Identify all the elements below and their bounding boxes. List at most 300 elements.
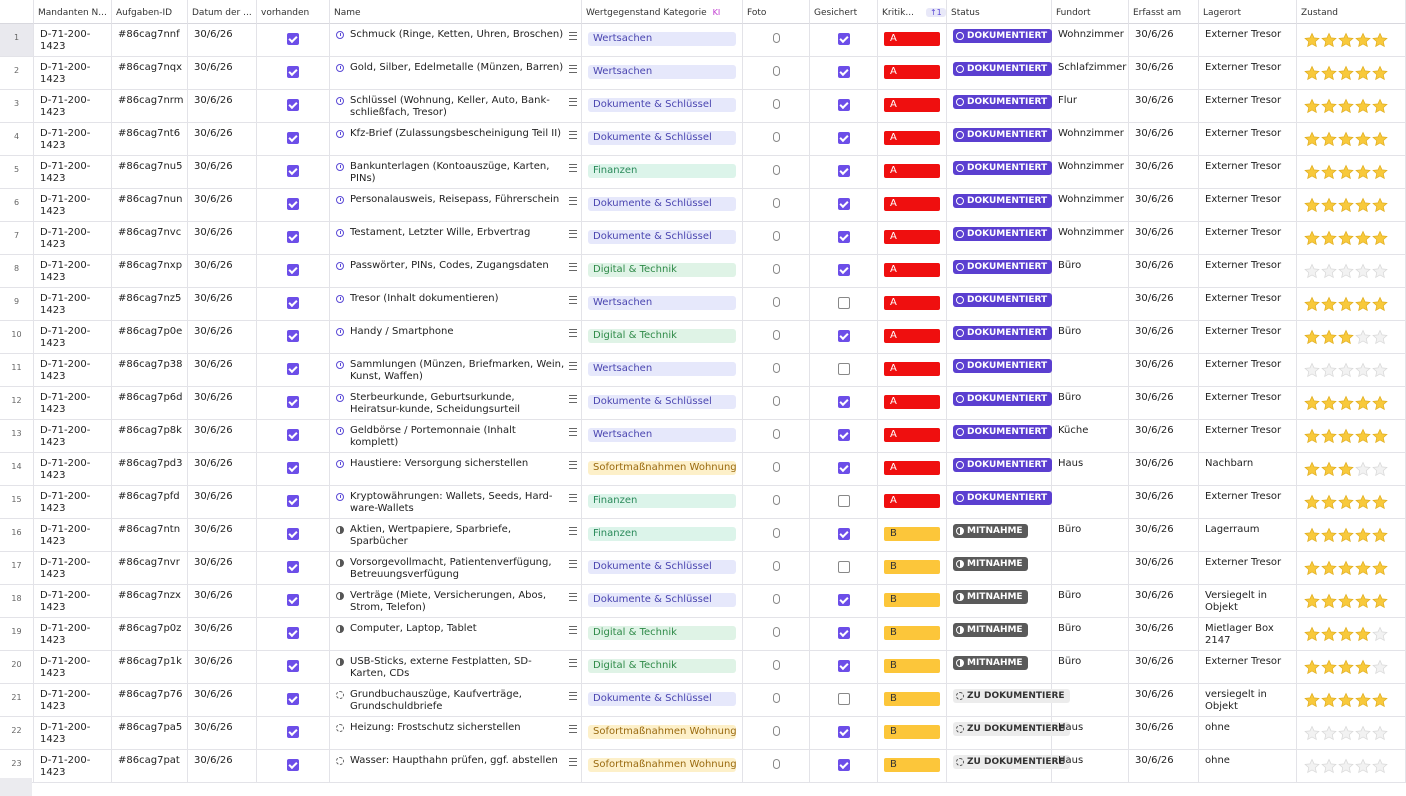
cell-kategorie[interactable] (582, 354, 743, 387)
cell-lagerort[interactable] (1199, 651, 1297, 684)
cell-erfasst[interactable] (1129, 387, 1199, 420)
cell-erfasst[interactable] (1129, 57, 1199, 90)
description-icon[interactable] (569, 461, 577, 469)
cell-mandant[interactable] (34, 354, 112, 387)
status-badge[interactable] (953, 359, 1052, 373)
vorhanden-checkbox[interactable] (287, 363, 299, 375)
criticality-tag[interactable]: B (884, 758, 940, 772)
cell-foto[interactable] (743, 585, 810, 618)
cell-foto[interactable] (743, 486, 810, 519)
cell-fundort[interactable] (1052, 585, 1129, 618)
cell-zustand[interactable] (1297, 684, 1406, 717)
attachment-icon[interactable] (773, 693, 780, 703)
cell-id[interactable] (112, 585, 188, 618)
criticality-tag[interactable]: A (884, 461, 940, 475)
gesichert-checkbox[interactable] (838, 594, 850, 606)
status-badge[interactable] (953, 425, 1052, 439)
star-filled-icon[interactable] (1303, 593, 1321, 610)
star-empty-icon[interactable] (1303, 263, 1321, 280)
star-filled-icon[interactable] (1320, 527, 1338, 544)
star-filled-icon[interactable] (1354, 626, 1372, 643)
rating-stars[interactable] (1303, 32, 1388, 49)
cell-id[interactable] (112, 618, 188, 651)
cell-krit[interactable] (878, 486, 947, 519)
cell-status[interactable] (947, 486, 1052, 519)
star-filled-icon[interactable] (1371, 230, 1389, 247)
cell-gesichert[interactable] (810, 453, 878, 486)
task-name[interactable]: USB-Sticks, externe Festplatten, SD-Karten, CDs (350, 656, 532, 679)
star-empty-icon[interactable] (1354, 362, 1372, 379)
cell-krit[interactable] (878, 24, 947, 57)
cell-krit[interactable] (878, 453, 947, 486)
criticality-tag[interactable]: A (884, 164, 940, 178)
criticality-tag[interactable]: A (884, 230, 940, 244)
task-name[interactable]: Heizung: Frostschutz sicherstellen (350, 722, 521, 733)
cell-foto[interactable] (743, 651, 810, 684)
star-filled-icon[interactable] (1354, 131, 1372, 148)
star-empty-icon[interactable] (1371, 626, 1389, 643)
task-name[interactable]: Passwörter, PINs, Codes, Zugangsdaten (350, 260, 549, 271)
cell-fundort[interactable] (1052, 90, 1129, 123)
vorhanden-checkbox[interactable] (287, 99, 299, 111)
attachment-icon[interactable] (773, 726, 780, 736)
table-row[interactable] (0, 255, 1406, 288)
category-tag[interactable]: Dokumente & Schlüssel (588, 692, 736, 706)
header-fundort[interactable]: Fundort (1052, 0, 1129, 24)
vorhanden-checkbox[interactable] (287, 231, 299, 243)
cell-lagerort[interactable] (1199, 222, 1297, 255)
cell-zustand[interactable] (1297, 453, 1406, 486)
cell-kategorie[interactable] (582, 519, 743, 552)
cell-gesichert[interactable] (810, 651, 878, 684)
star-empty-icon[interactable] (1337, 758, 1355, 775)
star-empty-icon[interactable] (1320, 362, 1338, 379)
cell-gesichert[interactable] (810, 420, 878, 453)
attachment-icon[interactable] (773, 33, 780, 43)
cell-zustand[interactable] (1297, 222, 1406, 255)
cell-vorhanden[interactable] (257, 288, 330, 321)
table-row[interactable] (0, 651, 1406, 684)
description-icon[interactable] (569, 560, 577, 568)
task-name[interactable]: Aktien, Wertpapiere, Sparbriefe, Sparbücher (350, 524, 511, 547)
cell-datum[interactable] (188, 453, 257, 486)
cell-krit[interactable] (878, 387, 947, 420)
star-filled-icon[interactable] (1337, 329, 1355, 346)
cell-id[interactable] (112, 453, 188, 486)
table-row[interactable] (0, 387, 1406, 420)
header-status[interactable]: Status (947, 0, 1052, 24)
gesichert-checkbox[interactable] (838, 396, 850, 408)
cell-datum[interactable] (188, 57, 257, 90)
task-name[interactable]: Testament, Letzter Wille, Erbvertrag (350, 227, 531, 238)
cell-datum[interactable] (188, 651, 257, 684)
gesichert-checkbox[interactable] (838, 462, 850, 474)
star-filled-icon[interactable] (1303, 626, 1321, 643)
cell-zustand[interactable] (1297, 552, 1406, 585)
star-empty-icon[interactable] (1371, 362, 1389, 379)
header-zustand[interactable]: Zustand (1297, 0, 1406, 24)
description-icon[interactable] (569, 659, 577, 667)
description-icon[interactable] (569, 758, 577, 766)
table-row[interactable] (0, 585, 1406, 618)
cell-fundort[interactable] (1052, 486, 1129, 519)
status-badge[interactable] (953, 161, 1052, 175)
cell-gesichert[interactable] (810, 717, 878, 750)
task-name[interactable]: Bankunterlagen (Kontoauszüge, Karten, PINs) (350, 161, 550, 184)
rating-stars[interactable] (1303, 296, 1388, 313)
attachment-icon[interactable] (773, 495, 780, 505)
rating-stars[interactable] (1303, 692, 1388, 709)
table-row[interactable] (0, 123, 1406, 156)
star-empty-icon[interactable] (1303, 758, 1321, 775)
attachment-icon[interactable] (773, 66, 780, 76)
header-gesichert[interactable]: Gesichert (810, 0, 878, 24)
star-filled-icon[interactable] (1303, 692, 1321, 709)
rating-stars[interactable] (1303, 329, 1388, 346)
gesichert-checkbox[interactable] (838, 660, 850, 672)
attachment-icon[interactable] (773, 99, 780, 109)
task-name[interactable]: Vorsorgevollmacht, Patientenverfügung, Betreuungsverfügung (350, 557, 552, 580)
table-row[interactable] (0, 24, 1406, 57)
cell-mandant[interactable] (34, 519, 112, 552)
cell-krit[interactable] (878, 156, 947, 189)
cell-lagerort[interactable] (1199, 288, 1297, 321)
star-filled-icon[interactable] (1354, 560, 1372, 577)
cell-vorhanden[interactable] (257, 453, 330, 486)
cell-zustand[interactable] (1297, 90, 1406, 123)
cell-kategorie[interactable] (582, 57, 743, 90)
header-kategorie[interactable] (582, 0, 743, 24)
star-filled-icon[interactable] (1371, 98, 1389, 115)
star-filled-icon[interactable] (1320, 560, 1338, 577)
gesichert-checkbox[interactable] (838, 429, 850, 441)
cell-mandant[interactable] (34, 486, 112, 519)
cell-foto[interactable] (743, 255, 810, 288)
cell-foto[interactable] (743, 321, 810, 354)
cell-datum[interactable] (188, 288, 257, 321)
table-row[interactable] (0, 222, 1406, 255)
star-filled-icon[interactable] (1371, 65, 1389, 82)
cell-mandant[interactable] (34, 651, 112, 684)
criticality-tag[interactable]: A (884, 428, 940, 442)
star-filled-icon[interactable] (1303, 230, 1321, 247)
task-name[interactable]: Kfz-Brief (Zulassungsbescheinigung Teil II) (350, 128, 562, 139)
cell-gesichert[interactable] (810, 618, 878, 651)
task-name[interactable]: Sammlungen (Münzen, Briefmarken, Wein, Kunst, Waffen) (350, 359, 565, 382)
description-icon[interactable] (569, 362, 577, 370)
criticality-tag[interactable]: A (884, 263, 940, 277)
cell-name[interactable] (330, 684, 582, 717)
cell-krit[interactable] (878, 255, 947, 288)
gesichert-checkbox[interactable] (838, 66, 850, 78)
rating-stars[interactable] (1303, 362, 1388, 379)
cell-status[interactable] (947, 717, 1065, 750)
status-badge[interactable] (953, 623, 1028, 637)
cell-mandant[interactable] (34, 552, 112, 585)
cell-datum[interactable] (188, 222, 257, 255)
cell-datum[interactable] (188, 189, 257, 222)
star-filled-icon[interactable] (1337, 527, 1355, 544)
category-tag[interactable]: Digital & Technik (588, 263, 736, 277)
cell-id[interactable] (112, 255, 188, 288)
cell-kategorie[interactable] (582, 420, 743, 453)
star-filled-icon[interactable] (1354, 164, 1372, 181)
star-filled-icon[interactable] (1354, 527, 1372, 544)
cell-lagerort[interactable] (1199, 552, 1297, 585)
vorhanden-checkbox[interactable] (287, 66, 299, 78)
cell-kategorie[interactable] (582, 90, 743, 123)
cell-zustand[interactable] (1297, 618, 1406, 651)
cell-vorhanden[interactable] (257, 684, 330, 717)
cell-mandant[interactable] (34, 24, 112, 57)
task-name[interactable]: Verträge (Miete, Versicherungen, Abos, Strom, Telefon) (350, 590, 547, 613)
star-empty-icon[interactable] (1371, 329, 1389, 346)
attachment-icon[interactable] (773, 297, 780, 307)
cell-gesichert[interactable] (810, 222, 878, 255)
status-badge[interactable] (953, 524, 1028, 538)
cell-mandant[interactable] (34, 57, 112, 90)
vorhanden-checkbox[interactable] (287, 759, 299, 771)
star-empty-icon[interactable] (1371, 659, 1389, 676)
cell-name[interactable] (330, 255, 582, 288)
task-name[interactable]: Schlüssel (Wohnung, Keller, Auto, Bank-schließfach, Tresor) (350, 95, 550, 118)
description-icon[interactable] (569, 98, 577, 106)
cell-gesichert[interactable] (810, 354, 878, 387)
cell-kategorie[interactable] (582, 585, 743, 618)
vorhanden-checkbox[interactable] (287, 561, 299, 573)
cell-erfasst[interactable] (1129, 552, 1199, 585)
star-empty-icon[interactable] (1320, 725, 1338, 742)
cell-id[interactable] (112, 57, 188, 90)
cell-zustand[interactable] (1297, 123, 1406, 156)
cell-vorhanden[interactable] (257, 486, 330, 519)
criticality-tag[interactable]: A (884, 197, 940, 211)
cell-fundort[interactable] (1052, 24, 1129, 57)
status-badge[interactable] (953, 656, 1028, 670)
header-lagerort[interactable]: Lagerort (1199, 0, 1297, 24)
cell-status[interactable] (947, 57, 1052, 90)
star-filled-icon[interactable] (1303, 296, 1321, 313)
category-tag[interactable]: Finanzen (588, 527, 736, 541)
star-filled-icon[interactable] (1371, 197, 1389, 214)
star-filled-icon[interactable] (1354, 65, 1372, 82)
attachment-icon[interactable] (773, 561, 780, 571)
cell-fundort[interactable] (1052, 684, 1129, 717)
rating-stars[interactable] (1303, 164, 1388, 181)
cell-name[interactable] (330, 156, 582, 189)
vorhanden-checkbox[interactable] (287, 33, 299, 45)
cell-datum[interactable] (188, 552, 257, 585)
rating-stars[interactable] (1303, 65, 1388, 82)
cell-gesichert[interactable] (810, 24, 878, 57)
description-icon[interactable] (569, 527, 577, 535)
cell-erfasst[interactable] (1129, 420, 1199, 453)
cell-vorhanden[interactable] (257, 156, 330, 189)
cell-erfasst[interactable] (1129, 123, 1199, 156)
rating-stars[interactable] (1303, 230, 1388, 247)
task-name[interactable]: Gold, Silber, Edelmetalle (Münzen, Barren) (350, 62, 564, 73)
cell-datum[interactable] (188, 156, 257, 189)
star-filled-icon[interactable] (1303, 461, 1321, 478)
cell-status[interactable] (947, 321, 1052, 354)
star-empty-icon[interactable] (1303, 725, 1321, 742)
cell-gesichert[interactable] (810, 684, 878, 717)
cell-krit[interactable] (878, 717, 947, 750)
table-row[interactable] (0, 189, 1406, 222)
category-tag[interactable]: Digital & Technik (588, 626, 736, 640)
vorhanden-checkbox[interactable] (287, 330, 299, 342)
rating-stars[interactable] (1303, 659, 1388, 676)
cell-status[interactable] (947, 420, 1052, 453)
attachment-icon[interactable] (773, 264, 780, 274)
criticality-tag[interactable]: B (884, 560, 940, 574)
cell-krit[interactable] (878, 552, 947, 585)
header-kritikalitaet[interactable] (878, 0, 947, 24)
status-badge[interactable] (953, 194, 1052, 208)
cell-status[interactable] (947, 552, 1052, 585)
cell-lagerort[interactable] (1199, 519, 1297, 552)
cell-gesichert[interactable] (810, 519, 878, 552)
star-filled-icon[interactable] (1337, 98, 1355, 115)
cell-erfasst[interactable] (1129, 354, 1199, 387)
star-filled-icon[interactable] (1354, 692, 1372, 709)
cell-vorhanden[interactable] (257, 519, 330, 552)
cell-lagerort[interactable] (1199, 387, 1297, 420)
gesichert-checkbox[interactable] (838, 528, 850, 540)
cell-lagerort[interactable] (1199, 585, 1297, 618)
criticality-tag[interactable]: B (884, 725, 940, 739)
cell-name[interactable] (330, 57, 582, 90)
status-badge[interactable] (953, 392, 1052, 406)
cell-name[interactable] (330, 453, 582, 486)
table-row[interactable] (0, 453, 1406, 486)
star-filled-icon[interactable] (1337, 428, 1355, 445)
cell-zustand[interactable] (1297, 255, 1406, 288)
table-row[interactable] (0, 57, 1406, 90)
rating-stars[interactable] (1303, 593, 1388, 610)
header-datum[interactable]: Datum der ... (188, 0, 257, 24)
description-icon[interactable] (569, 131, 577, 139)
attachment-icon[interactable] (773, 165, 780, 175)
cell-kategorie[interactable] (582, 321, 743, 354)
cell-erfasst[interactable] (1129, 618, 1199, 651)
star-filled-icon[interactable] (1371, 494, 1389, 511)
cell-datum[interactable] (188, 519, 257, 552)
status-badge[interactable] (953, 29, 1052, 43)
cell-name[interactable] (330, 486, 582, 519)
description-icon[interactable] (569, 329, 577, 337)
cell-krit[interactable] (878, 585, 947, 618)
cell-lagerort[interactable] (1199, 354, 1297, 387)
task-name[interactable]: Personalausweis, Reisepass, Führerschein (350, 194, 560, 205)
attachment-icon[interactable] (773, 231, 780, 241)
category-tag[interactable]: Digital & Technik (588, 329, 736, 343)
cell-status[interactable] (947, 255, 1052, 288)
star-filled-icon[interactable] (1303, 32, 1321, 49)
cell-fundort[interactable] (1052, 57, 1129, 90)
task-name[interactable]: Kryptowährungen: Wallets, Seeds, Hard-ware-Wallets (350, 491, 553, 514)
cell-fundort[interactable] (1052, 354, 1129, 387)
cell-lagerort[interactable] (1199, 24, 1297, 57)
cell-gesichert[interactable] (810, 321, 878, 354)
cell-datum[interactable] (188, 24, 257, 57)
criticality-tag[interactable]: A (884, 65, 940, 79)
cell-foto[interactable] (743, 387, 810, 420)
cell-krit[interactable] (878, 618, 947, 651)
gesichert-checkbox[interactable] (838, 627, 850, 639)
star-filled-icon[interactable] (1354, 395, 1372, 412)
vorhanden-checkbox[interactable] (287, 660, 299, 672)
star-empty-icon[interactable] (1320, 758, 1338, 775)
header-vorhanden[interactable]: vorhanden (257, 0, 330, 24)
rating-stars[interactable] (1303, 98, 1388, 115)
cell-datum[interactable] (188, 321, 257, 354)
task-name[interactable]: Geldbörse / Portemonnaie (Inhalt komplett) (350, 425, 516, 448)
description-icon[interactable] (569, 494, 577, 502)
category-tag[interactable]: Sofortmaßnahmen Wohnung (588, 461, 736, 475)
gesichert-checkbox[interactable] (838, 693, 850, 705)
cell-name[interactable] (330, 321, 582, 354)
description-icon[interactable] (569, 164, 577, 172)
star-filled-icon[interactable] (1303, 65, 1321, 82)
attachment-icon[interactable] (773, 594, 780, 604)
cell-lagerort[interactable] (1199, 486, 1297, 519)
vorhanden-checkbox[interactable] (287, 462, 299, 474)
cell-mandant[interactable] (34, 189, 112, 222)
cell-kategorie[interactable] (582, 123, 743, 156)
star-filled-icon[interactable] (1354, 659, 1372, 676)
cell-kategorie[interactable] (582, 684, 743, 717)
cell-fundort[interactable] (1052, 651, 1129, 684)
cell-kategorie[interactable] (582, 189, 743, 222)
status-badge[interactable] (953, 590, 1028, 604)
category-tag[interactable]: Wertsachen (588, 65, 736, 79)
cell-mandant[interactable] (34, 123, 112, 156)
cell-datum[interactable] (188, 420, 257, 453)
attachment-icon[interactable] (773, 759, 780, 769)
star-filled-icon[interactable] (1320, 494, 1338, 511)
cell-zustand[interactable] (1297, 189, 1406, 222)
star-filled-icon[interactable] (1303, 329, 1321, 346)
cell-foto[interactable] (743, 618, 810, 651)
star-filled-icon[interactable] (1320, 692, 1338, 709)
table-row[interactable] (0, 486, 1406, 519)
cell-name[interactable] (330, 288, 582, 321)
cell-datum[interactable] (188, 354, 257, 387)
cell-mandant[interactable] (34, 618, 112, 651)
cell-krit[interactable] (878, 684, 947, 717)
star-filled-icon[interactable] (1320, 593, 1338, 610)
cell-krit[interactable] (878, 519, 947, 552)
cell-foto[interactable] (743, 519, 810, 552)
category-tag[interactable]: Sofortmaßnahmen Wohnung (588, 725, 736, 739)
rating-stars[interactable] (1303, 395, 1388, 412)
cell-fundort[interactable] (1052, 453, 1129, 486)
star-filled-icon[interactable] (1371, 296, 1389, 313)
cell-status[interactable] (947, 123, 1052, 156)
cell-erfasst[interactable] (1129, 24, 1199, 57)
cell-status[interactable] (947, 651, 1052, 684)
description-icon[interactable] (569, 32, 577, 40)
star-filled-icon[interactable] (1337, 560, 1355, 577)
cell-krit[interactable] (878, 288, 947, 321)
cell-gesichert[interactable] (810, 288, 878, 321)
star-filled-icon[interactable] (1337, 296, 1355, 313)
gesichert-checkbox[interactable] (838, 330, 850, 342)
cell-name[interactable] (330, 552, 582, 585)
table-row[interactable] (0, 321, 1406, 354)
cell-zustand[interactable] (1297, 354, 1406, 387)
